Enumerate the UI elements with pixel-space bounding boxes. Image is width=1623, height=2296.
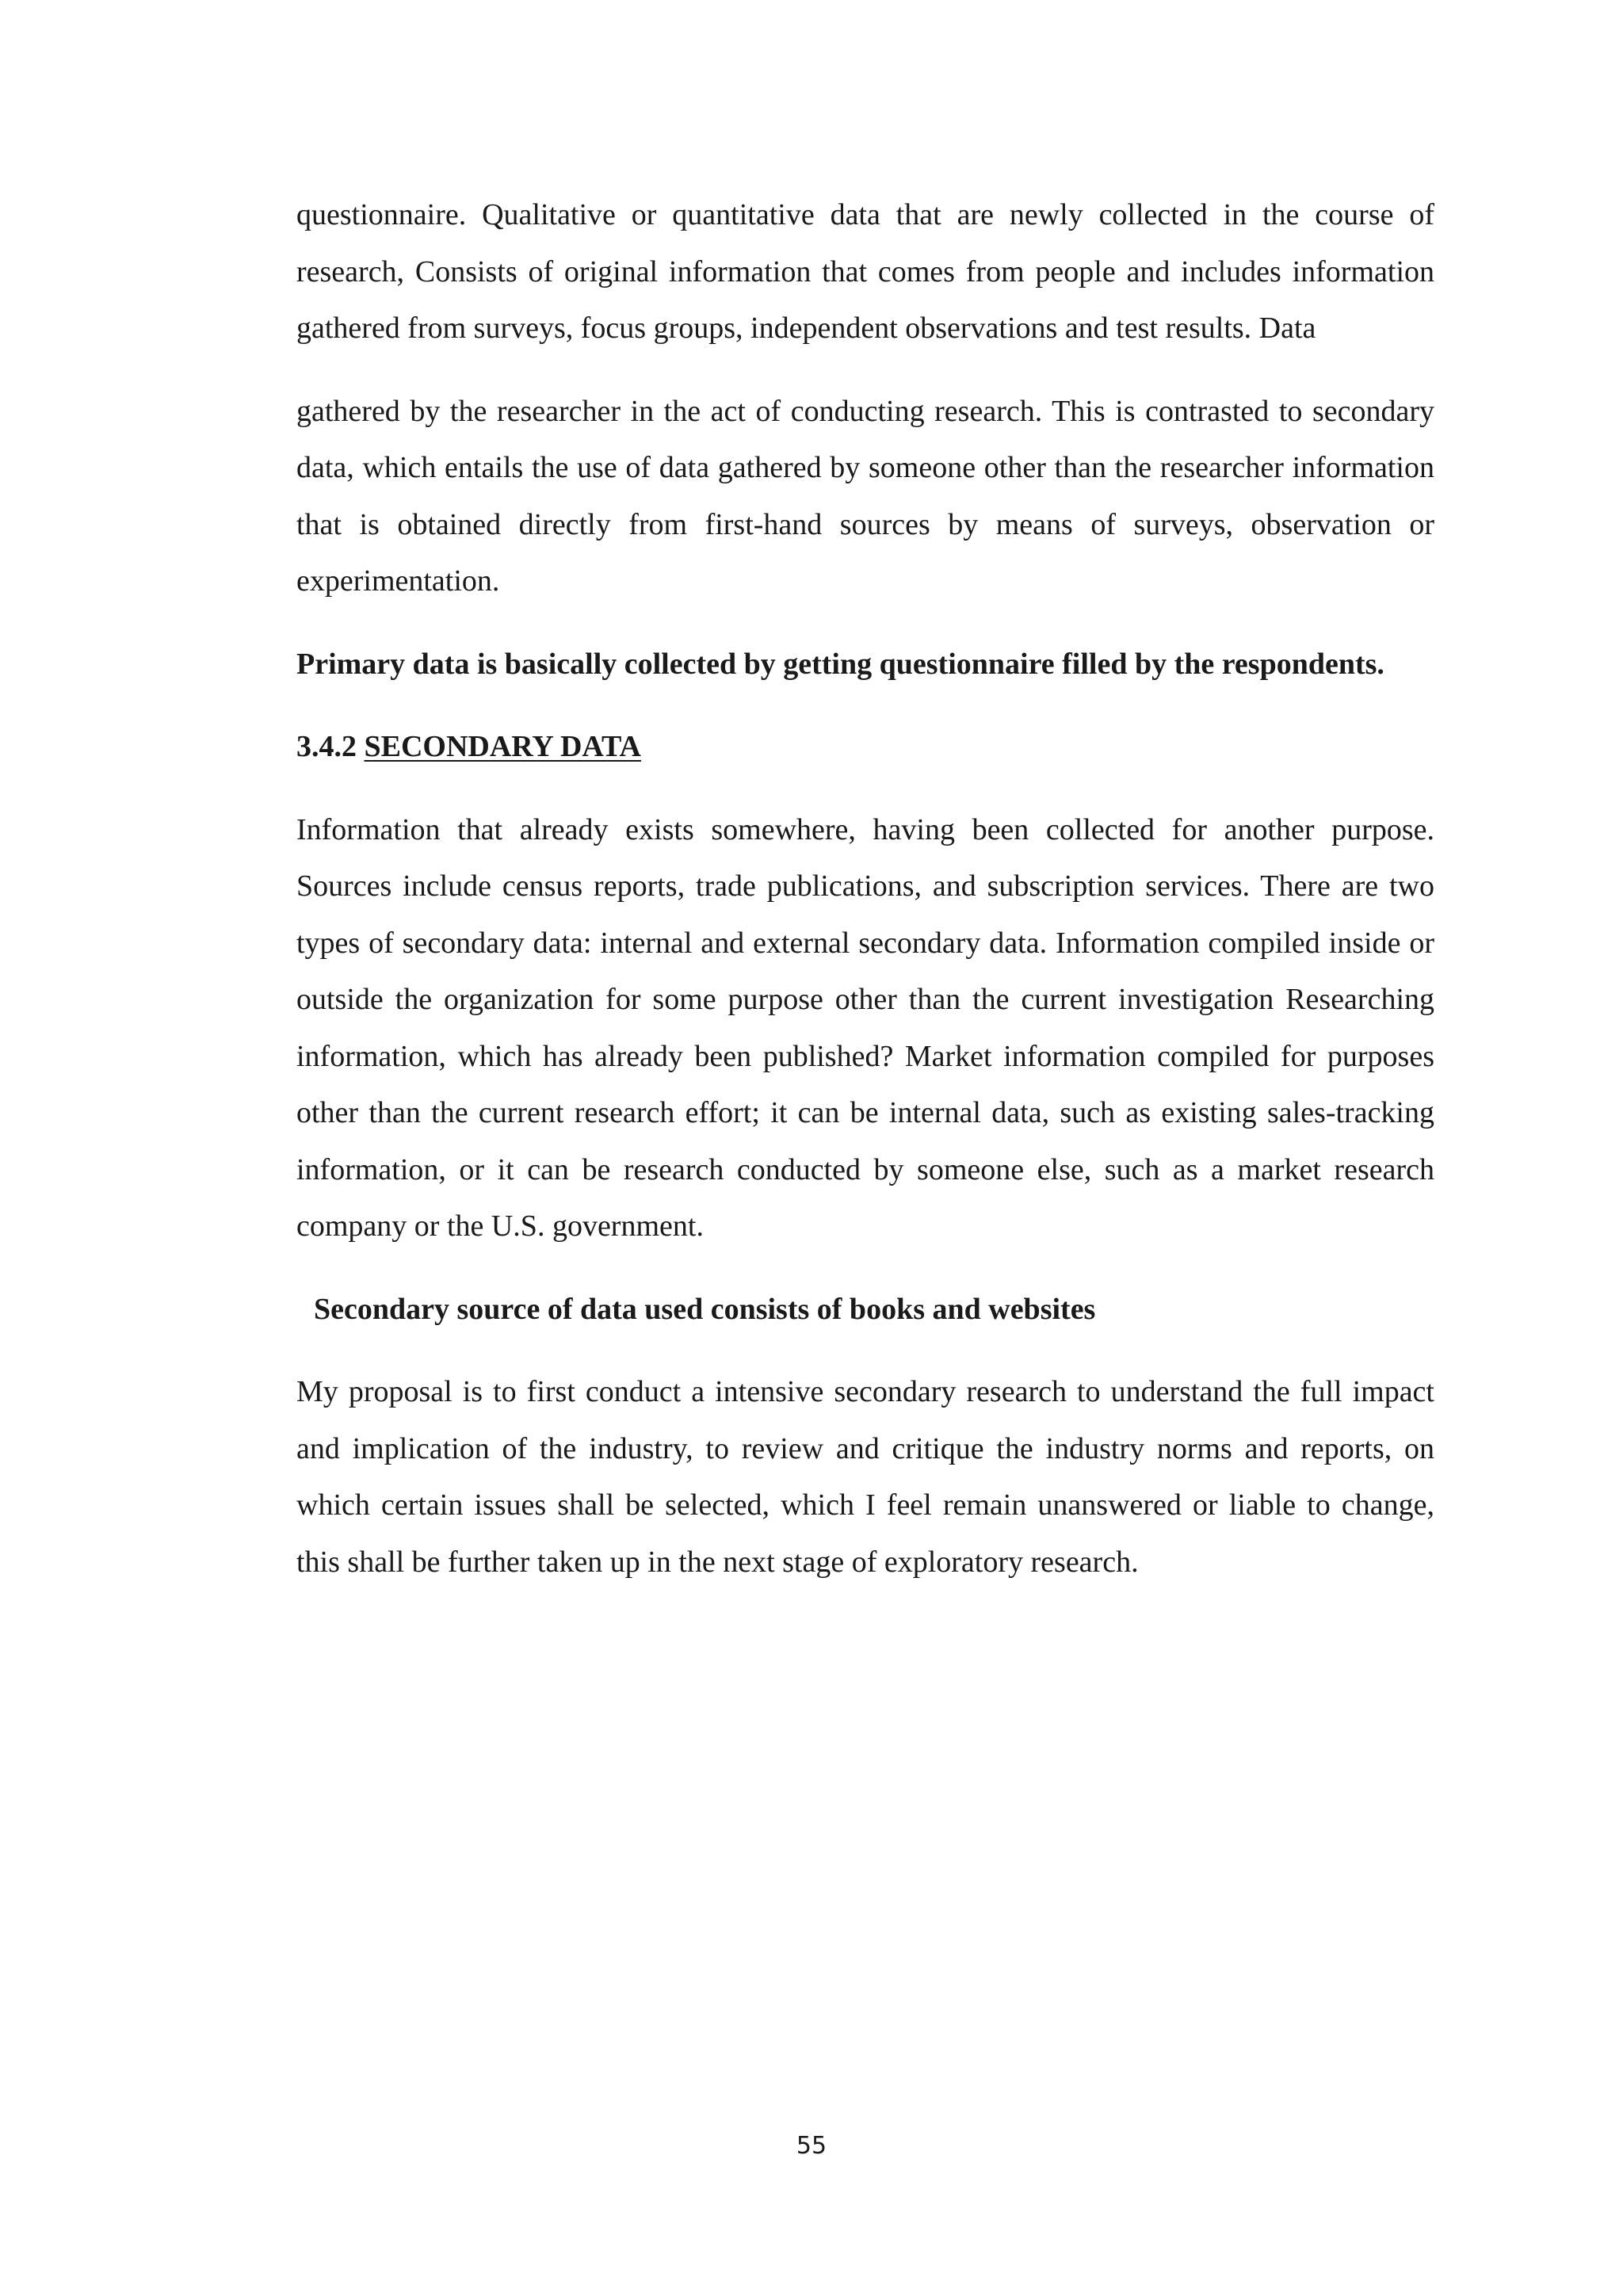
section-title: SECONDARY DATA [364, 730, 641, 763]
paragraph-primary-data-definition: gathered by the researcher in the act of conducting research. This is contrasted to secondary data, which entails the use of data gathered by someone other than the researcher information that is obtained directly from first-hand sources by means of surveys, observation or experimentation. [296, 394, 1434, 598]
primary-data-statement: Primary data is basically collected by getting questionnaire filled by the respondents. [296, 647, 1384, 681]
page-number: 55 [796, 2132, 827, 2160]
section-number: 3.4.2 [296, 730, 357, 763]
paragraph-primary-data-intro: questionnaire. Qualitative or quantitative data that are newly collected in the course of research, Consists of original information that comes from people and includes information gathered from surveys, focus groups, independent observations and test results. Data [296, 198, 1434, 345]
paragraph-research-proposal: My proposal is to first conduct a intensive secondary research to understand the full impact and implication of the industry, to review and critique the industry norms and reports, on which certain issues shall be selected, which I feel remain unanswered or liable to change, this shall be further taken up in the next stage of exploratory research. [296, 1375, 1434, 1579]
secondary-source-subheading: Secondary source of data used consists of books and websites [314, 1292, 1096, 1326]
paragraph-secondary-data-definition: Information that already exists somewhere, having been collected for another purpose. Sources include census reports, trade publications, and subscription services. There are two types of secondary data: internal and external secondary data. Information compiled inside or outside the organization for some purpose other than the current investigation Researching information, which has already been published? Market information compiled for purposes other than the current research effort; it can be internal data, such as existing sales-tracking information, or it can be research conducted by someone else, such as a market research company or the U.S. government. [296, 812, 1434, 1243]
section-heading [296, 719, 1434, 776]
page-body [296, 187, 1434, 1591]
